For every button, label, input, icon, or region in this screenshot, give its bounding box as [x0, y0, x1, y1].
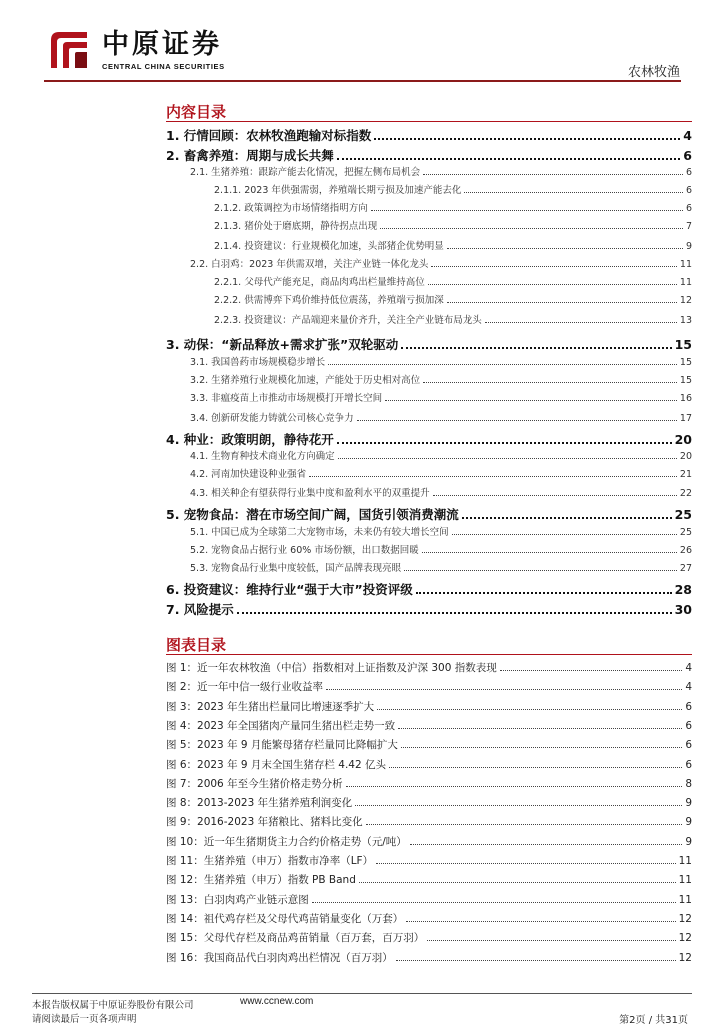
leader-dots: [376, 863, 676, 864]
toc-entry[interactable]: [190, 410, 692, 423]
toc-entry-text: 6. 投资建议：维持行业“强于大市”投资评级: [166, 582, 413, 597]
footer-page-number: 第2页 / 共31页: [619, 1015, 688, 1026]
toc-entry[interactable]: [166, 505, 692, 521]
company-name-cn: 中原证券: [102, 29, 222, 60]
footer-url-link[interactable]: www.ccnew.com: [240, 996, 314, 1007]
figure-entry-text: 图 10：近一年生猪期货主力合约价格走势（元/吨）: [166, 835, 407, 848]
toc-entry-page: 17: [679, 413, 692, 424]
toc-entry-page: 15: [674, 337, 692, 352]
leader-dots: [337, 442, 672, 444]
figure-entry-text: 图 13：白羽肉鸡产业链示意图: [166, 893, 309, 906]
figure-entry-page: 11: [678, 893, 692, 906]
figure-entry-text: 图 5：2023 年 9 月能繁母猪存栏量同比降幅扩大: [166, 739, 398, 752]
toc-entry-page: 28: [674, 582, 692, 597]
leader-dots: [427, 940, 675, 941]
leader-dots: [366, 824, 683, 825]
toc-entry-page: 16: [679, 393, 692, 404]
toc-entry-text: 4.3. 相关种企有望获得行业集中度和盈利水平的双重提升: [190, 488, 430, 499]
toc-entry-page: 20: [674, 432, 692, 447]
leader-dots: [309, 476, 677, 477]
figure-entry-page: 6: [685, 739, 692, 752]
toc-entry[interactable]: [166, 335, 692, 351]
toc-entry-text: 3.4. 创新研发能力铸就公司核心竞争力: [190, 413, 354, 424]
figure-entry-page: 9: [685, 816, 692, 829]
toc-entry-page: 22: [679, 488, 692, 499]
leader-dots: [447, 302, 677, 303]
leader-dots: [371, 210, 683, 211]
figure-entry-page: 8: [685, 777, 692, 790]
toc-title-divider: [166, 121, 692, 122]
figure-entry-page: 9: [685, 835, 692, 848]
leader-dots: [377, 709, 682, 710]
toc-entry-page: 15: [679, 375, 692, 386]
leader-dots: [328, 364, 677, 365]
toc-entry-text: 2.1.2. 政策调控为市场情绪指明方向: [214, 203, 368, 214]
figure-entry[interactable]: [166, 950, 692, 964]
figure-entry-text: 图 14：祖代鸡存栏及父母代鸡苗销量变化（万套）: [166, 912, 404, 925]
leader-dots: [410, 844, 683, 845]
figures-title-divider: [166, 654, 692, 655]
figure-entry[interactable]: [166, 660, 692, 674]
toc-entry-page: 9: [685, 241, 692, 252]
leader-dots: [389, 767, 682, 768]
toc-entry-page: 4: [683, 128, 692, 143]
toc-entry-text: 2.2.2. 供需博弈下鸡价维持低位震荡，养殖端亏损加深: [214, 295, 444, 306]
leader-dots: [423, 382, 677, 383]
toc-entry[interactable]: [190, 256, 692, 269]
leader-dots: [359, 882, 676, 883]
toc-entry-page: 26: [679, 545, 692, 556]
leader-dots: [431, 266, 677, 267]
industry-label: 农林牧渔: [627, 65, 680, 80]
figure-entry[interactable]: [166, 930, 692, 944]
toc-entry-page: 6: [685, 167, 692, 178]
figure-entry[interactable]: [166, 834, 692, 848]
figure-entry-page: 4: [685, 662, 692, 674]
leader-dots: [355, 805, 682, 806]
leader-dots: [337, 158, 680, 160]
figures-title: 图表目录: [166, 636, 227, 654]
footer-disclaimer: 请阅读最后一页各项声明: [32, 1014, 137, 1025]
toc-entry[interactable]: [166, 580, 692, 596]
leader-dots: [433, 495, 677, 496]
toc-entry[interactable]: [214, 238, 692, 251]
leader-dots: [312, 902, 676, 903]
toc-entry-page: 21: [679, 469, 692, 480]
toc-entry[interactable]: [190, 524, 692, 537]
figure-entry-text: 图 1：近一年农林牧渔（中信）指数相对上证指数及沪深 300 指数表现: [166, 662, 497, 674]
figure-entry[interactable]: [166, 892, 692, 906]
figure-entry-text: 图 11：生猪养殖（申万）指数市净率（LF）: [166, 855, 374, 867]
leader-dots: [401, 747, 682, 748]
figure-entry-text: 图 9：2016-2023 年猪粮比、猪料比变化: [166, 816, 363, 829]
figure-entry-text: 图 15：父母代存栏及商品鸡苗销量（百万套，百万羽）: [166, 932, 425, 945]
toc-entry[interactable]: [166, 430, 692, 446]
toc-entry-page: 25: [679, 527, 692, 538]
toc-entry-page: 6: [685, 185, 692, 196]
toc-entry-page: 20: [679, 451, 692, 462]
leader-dots: [485, 322, 677, 323]
leader-dots: [396, 960, 676, 961]
figure-entry-page: 6: [685, 758, 692, 771]
toc-entry[interactable]: [190, 390, 692, 403]
toc-entry-text: 4.2. 河南加快建设种业强省: [190, 469, 307, 480]
toc-entry[interactable]: [166, 126, 692, 142]
toc-entry-page: 30: [674, 602, 692, 617]
toc-entry-text: 4. 种业：政策明朗，静待花开: [166, 432, 334, 447]
toc-entry-text: 1. 行情回顾：农林牧渔跑输对标指数: [166, 128, 372, 143]
toc-entry-text: 3.3. 非瘟疫苗上市推动市场规模打开增长空间: [190, 393, 383, 404]
leader-dots: [416, 592, 672, 594]
leader-dots: [398, 728, 682, 729]
toc-entry[interactable]: [190, 448, 692, 461]
toc-entry-text: 5.2. 宠物食品占据行业 60% 市场份额，出口数据回暖: [190, 545, 419, 556]
figure-entry-page: 6: [685, 719, 692, 732]
leader-dots: [500, 670, 683, 671]
figure-entry[interactable]: [166, 699, 692, 713]
toc-entry-text: 5. 宠物食品：潜在市场空间广阔，国货引领消费潮流: [166, 507, 459, 522]
figure-entry-page: 6: [685, 700, 692, 713]
figure-entry[interactable]: [166, 776, 692, 790]
toc-entry-text: 3. 动保：“新品释放+需求扩张”双轮驱动: [166, 337, 399, 352]
leader-dots: [404, 570, 677, 571]
leader-dots: [385, 400, 677, 401]
toc-entry-page: 15: [679, 357, 692, 368]
leader-dots: [401, 347, 671, 349]
footer-copyright: 本报告版权属于中原证券股份有限公司: [32, 1000, 194, 1011]
toc-entry-page: 6: [685, 203, 692, 214]
header-divider: [44, 80, 681, 82]
toc-entry-page: 7: [685, 221, 692, 232]
figure-entry[interactable]: [166, 853, 692, 867]
toc-entry-text: 3.1. 我国兽药市场规模稳步增长: [190, 357, 326, 368]
footer-divider: [32, 993, 692, 994]
toc-entry-text: 2.2. 白羽鸡：2023 年供需双增，关注产业链一体化龙头: [190, 259, 429, 270]
leader-dots: [462, 517, 672, 519]
toc-entry[interactable]: [190, 466, 692, 479]
toc-entry-page: 27: [679, 563, 692, 574]
toc-entry-page: 6: [683, 148, 692, 163]
toc-entry-page: 13: [679, 315, 692, 326]
leader-dots: [374, 138, 680, 140]
toc-entry[interactable]: [214, 182, 692, 195]
figure-entry-page: 12: [678, 951, 692, 964]
toc-entry[interactable]: [214, 274, 692, 287]
toc-entry-page: 11: [679, 259, 692, 270]
company-name-en: CENTRAL CHINA SECURITIES: [102, 62, 225, 71]
toc-entry[interactable]: [214, 292, 692, 305]
toc-entry-text: 2.2.1. 父母代产能充足，商品肉鸡出栏量维持高位: [214, 277, 425, 288]
leader-dots: [428, 284, 677, 285]
toc-entry[interactable]: [214, 312, 692, 325]
toc-entry-text: 2.1.3. 猪价处于磨底期，静待拐点出现: [214, 221, 378, 232]
toc-entry[interactable]: [190, 542, 692, 555]
toc-entry[interactable]: [214, 200, 692, 213]
toc-entry[interactable]: [190, 164, 692, 177]
figure-entry[interactable]: [166, 737, 692, 751]
toc-entry-text: 5.3. 宠物食品行业集中度较低，国产品牌表现亮眼: [190, 563, 402, 574]
toc-entry[interactable]: [190, 560, 692, 573]
toc-entry-text: 5.1. 中国已成为全球第二大宠物市场，未来仍有较大增长空间: [190, 527, 449, 538]
page-header: [0, 0, 724, 80]
figure-entry-text: 图 16：我国商品代白羽肉鸡出栏情况（百万羽）: [166, 951, 393, 964]
figure-entry-text: 图 2：近一年中信一级行业收益率: [166, 681, 324, 694]
toc-entry-text: 2. 畜禽养殖：周期与成长共舞: [166, 148, 334, 163]
figure-entry[interactable]: [166, 718, 692, 732]
toc-entry[interactable]: [190, 485, 692, 498]
toc-entry-text: 2.1.4. 投资建议：行业规模化加速，头部猪企优势明显: [214, 241, 444, 252]
toc-entry-text: 7. 风险提示: [166, 602, 234, 617]
toc-entry[interactable]: [166, 146, 692, 162]
toc-entry[interactable]: [190, 354, 692, 367]
leader-dots: [357, 420, 677, 421]
figure-entry-text: 图 3：2023 年生猪出栏量同比增速逐季扩大: [166, 700, 375, 713]
toc-entry[interactable]: [214, 218, 692, 231]
figure-entry[interactable]: [166, 911, 692, 925]
leader-dots: [406, 921, 675, 922]
figure-entry-page: 9: [685, 797, 692, 810]
leader-dots: [464, 192, 683, 193]
leader-dots: [237, 612, 672, 614]
figure-entry-text: 图 12：生猪养殖（申万）指数 PB Band: [166, 874, 356, 887]
leader-dots: [346, 786, 683, 787]
figure-entry-page: 12: [678, 932, 692, 945]
leader-dots: [423, 174, 683, 175]
leader-dots: [452, 534, 677, 535]
leader-dots: [338, 458, 677, 459]
toc-entry[interactable]: [166, 600, 692, 616]
figure-entry-page: 4: [685, 681, 692, 694]
toc-entry-page: 11: [679, 277, 692, 288]
figure-entry[interactable]: [166, 757, 692, 771]
toc-entry-text: 3.2. 生猪养殖行业规模化加速，产能处于历史相对高位: [190, 375, 421, 386]
toc-entry-text: 2.1.1. 2023 年供强需弱，养殖端长期亏损及加速产能去化: [214, 185, 462, 196]
leader-dots: [447, 248, 683, 249]
figure-entry[interactable]: [166, 872, 692, 886]
figure-entry-page: 11: [678, 855, 692, 867]
company-logo-icon: [47, 30, 91, 70]
figure-entry-text: 图 8：2013-2023 年生猪养殖利润变化: [166, 797, 353, 810]
toc-entry-text: 2.2.3. 投资建议：产品端迎来量价齐升，关注全产业链布局龙头: [214, 315, 482, 326]
leader-dots: [422, 552, 677, 553]
toc-entry-page: 12: [679, 295, 692, 306]
figure-entry[interactable]: [166, 679, 692, 693]
figure-entry-text: 图 6：2023 年 9 月末全国生猪存栏 4.42 亿头: [166, 758, 386, 771]
leader-dots: [326, 689, 682, 690]
figure-entry[interactable]: [166, 795, 692, 809]
leader-dots: [380, 228, 683, 229]
toc-entry-page: 25: [674, 507, 692, 522]
figure-entry-page: 11: [678, 874, 692, 887]
toc-entry-text: 4.1. 生物育种技术商业化方向确定: [190, 451, 335, 462]
figure-entry-text: 图 4：2023 年全国猪肉产量同生猪出栏走势一致: [166, 719, 396, 732]
toc-title: 内容目录: [166, 103, 227, 121]
toc-entry-text: 2.1. 生猪养殖：跟踪产能去化情况，把握左侧布局机会: [190, 167, 421, 178]
figure-entry-page: 12: [678, 912, 692, 925]
toc-entry[interactable]: [190, 372, 692, 385]
figure-entry-text: 图 7：2006 年至今生猪价格走势分析: [166, 777, 343, 790]
figure-entry[interactable]: [166, 814, 692, 828]
